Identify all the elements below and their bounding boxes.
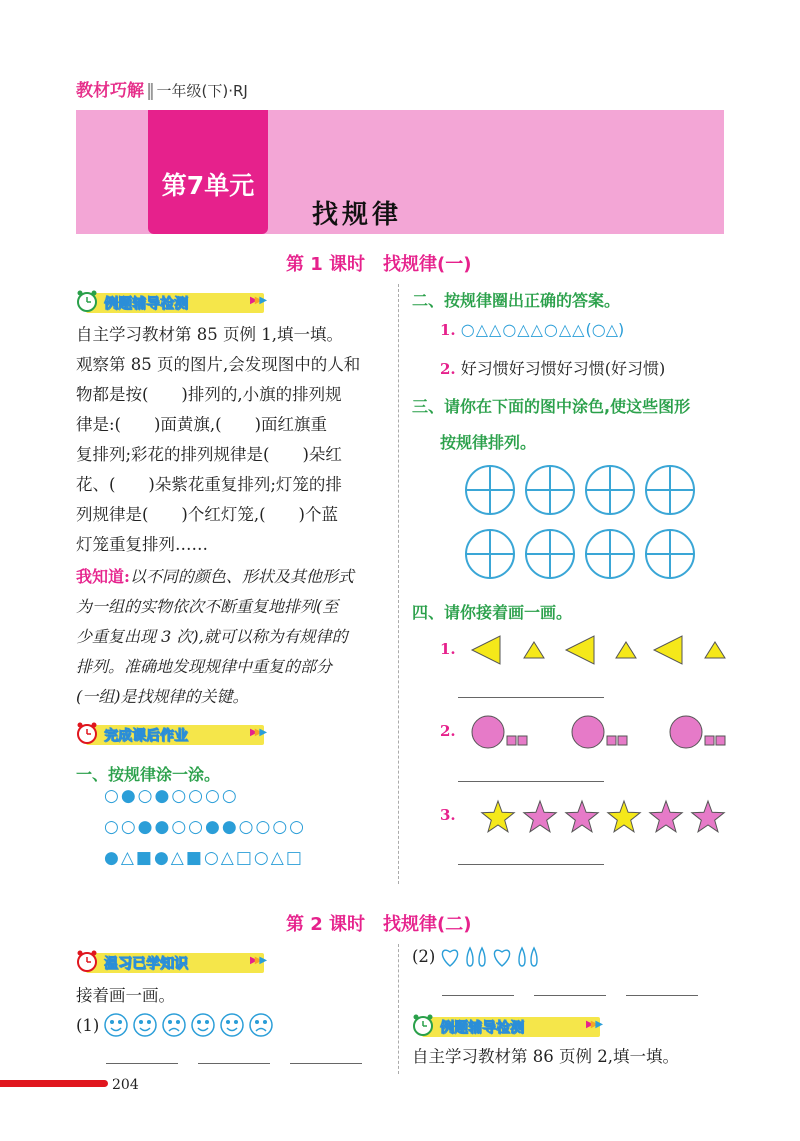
alarm-clock-icon [412, 1013, 434, 1037]
heart-icon [442, 950, 457, 966]
unit-title: 找规律 [312, 200, 403, 230]
star-icon [524, 801, 556, 832]
draw-instruction: 接着画一画。 [76, 986, 175, 1005]
item-number: 1. [440, 321, 456, 339]
alarm-clock-icon [76, 949, 98, 973]
answer-choice: (好习惯) [604, 359, 666, 378]
pink-circle [472, 716, 504, 748]
drop-icon [519, 948, 525, 966]
grade-label: 一年级(下)·RJ [156, 82, 248, 100]
quartered-circle [526, 530, 574, 578]
example2-text: 自主学习教材第 86 页例 2,填一填。 [412, 1047, 679, 1066]
drop-icon [467, 948, 473, 966]
section2-item [440, 356, 665, 379]
answer-line [458, 781, 604, 782]
item-number: 2. [440, 722, 456, 740]
knowledge-note [76, 562, 392, 712]
example-line: 律是:( )面黄旗,( )面红旗重 [76, 415, 328, 434]
arrows-icon: ▶▶▶ [250, 727, 265, 738]
tag-example [76, 289, 276, 313]
lesson2-title: 第 2 课时 找规律(二) [286, 914, 472, 935]
tag-review [76, 949, 276, 973]
quartered-circle [526, 466, 574, 514]
know-line: 排列。准确地发现规律中重复的部分 [76, 657, 333, 676]
shape-sequence: ○△△○△△○△△ [460, 320, 586, 339]
star-icon [566, 801, 598, 832]
circle-grid [462, 462, 702, 582]
smile-face-icon [134, 1014, 156, 1036]
pattern-row: ○●○●○○○○ [104, 786, 239, 806]
quartered-circle [646, 466, 694, 514]
tag-example-2 [412, 1013, 612, 1037]
answer-line [198, 1063, 270, 1064]
star-icon [650, 801, 682, 832]
column-divider [398, 284, 399, 884]
quartered-circle [466, 530, 514, 578]
example-text [76, 320, 392, 560]
face-pattern [104, 1012, 280, 1038]
pink-square [518, 736, 527, 745]
big-triangle [566, 636, 594, 664]
example-line: 灯笼重复排列…… [76, 535, 208, 554]
circle-square-pattern [470, 712, 726, 752]
answer-line [106, 1063, 178, 1064]
star-icon [482, 801, 514, 832]
alarm-clock-icon [76, 721, 98, 745]
quartered-circle [586, 530, 634, 578]
sad-face-icon [250, 1014, 272, 1036]
tag-review-label: 温习已学知识 [104, 956, 188, 972]
pink-square [705, 736, 714, 745]
answer-line [458, 864, 604, 865]
know-line: (一组)是找规律的关键。 [76, 687, 249, 706]
big-triangle [654, 636, 682, 664]
pattern-row: ○○●●○○●●○○○○ [104, 817, 307, 837]
know-line: 为一组的实物依次不断重复地排列(至 [76, 597, 339, 616]
item-number: 3. [440, 806, 456, 824]
answer-line [626, 995, 698, 996]
section3-heading: 三、请你在下面的图中涂色,使这些图形 [412, 397, 691, 416]
answer-line [458, 697, 604, 698]
pattern-row: ●△■●△■○△□○△□ [104, 848, 304, 868]
heart-drop-pattern [440, 944, 544, 970]
arrows-icon: ▶▶▶ [586, 1019, 601, 1030]
pink-square [507, 736, 516, 745]
drop-icon [479, 948, 485, 966]
drop-icon [531, 948, 537, 966]
sad-face-icon [163, 1014, 185, 1036]
example-line: 物都是按( )排列的,小旗的排列规 [76, 385, 342, 404]
quartered-circle [466, 466, 514, 514]
section2-heading: 二、按规律圈出正确的答案。 [412, 291, 621, 310]
item-number: 2. [440, 360, 456, 378]
tag-homework [76, 721, 276, 745]
example-line: 花、( )朵紫花重复排列;灯笼的排 [76, 475, 342, 494]
item-number: 1. [440, 640, 456, 658]
item1-label: (1) [76, 1016, 100, 1035]
pink-square [607, 736, 616, 745]
example-line: 列规律是( )个红灯笼,( )个蓝 [76, 505, 338, 524]
small-triangle [705, 642, 725, 658]
lesson1-title: 第 1 课时 找规律(一) [286, 254, 472, 275]
small-triangle [616, 642, 636, 658]
pink-square [618, 736, 627, 745]
pink-square [716, 736, 725, 745]
tag-example-2-label: 例题辅导检测 [440, 1020, 524, 1036]
know-line: 少重复出现 3 次),就可以称为有规律的 [76, 627, 348, 646]
section1-heading: 一、按规律涂一涂。 [76, 765, 221, 784]
example-line: 复排列;彩花的排列规律是( )朵红 [76, 445, 342, 464]
star-pattern [478, 798, 726, 838]
heart-icon [494, 950, 509, 966]
smile-face-icon [105, 1014, 127, 1036]
know-line: 以不同的颜色、形状及其他形式 [129, 567, 354, 586]
tag-homework-label: 完成课后作业 [104, 728, 188, 744]
footer-bar [0, 1080, 108, 1087]
small-triangle [524, 642, 544, 658]
running-header: 教材巧解 ‖ 一年级(下)·RJ [76, 81, 248, 101]
arrows-icon: ▶▶▶ [250, 955, 265, 966]
know-label: 我知道: [76, 567, 130, 586]
star-icon [692, 801, 724, 832]
section3-heading-cont: 按规律排列。 [440, 433, 537, 452]
star-icon [608, 801, 640, 832]
pink-circle [572, 716, 604, 748]
word-sequence: 好习惯好习惯好习惯 [460, 359, 605, 378]
alarm-clock-icon [76, 289, 98, 313]
example-line: 自主学习教材第 85 页例 1,填一填。 [76, 325, 343, 344]
triangle-pattern [470, 630, 726, 670]
book-brand: 教材巧解 [76, 81, 144, 101]
quartered-circle [646, 530, 694, 578]
arrows-icon: ▶▶▶ [250, 295, 265, 306]
big-triangle [472, 636, 500, 664]
example-line: 观察第 85 页的图片,会发现图中的人和 [76, 355, 361, 374]
tag-example-label: 例题辅导检测 [104, 296, 188, 312]
pink-circle [670, 716, 702, 748]
page-number: 204 [112, 1077, 139, 1093]
section2-item [440, 320, 624, 339]
answer-line [290, 1063, 362, 1064]
column-divider [398, 944, 399, 1074]
unit-label: 第7单元 [161, 171, 255, 200]
item2-label: (2) [412, 947, 436, 966]
answer-choice: (○△) [585, 320, 625, 339]
answer-line [534, 995, 606, 996]
answer-line [442, 995, 514, 996]
section4-heading: 四、请你接着画一画。 [412, 603, 573, 622]
smile-face-icon [192, 1014, 214, 1036]
smile-face-icon [221, 1014, 243, 1036]
quartered-circle [586, 466, 634, 514]
